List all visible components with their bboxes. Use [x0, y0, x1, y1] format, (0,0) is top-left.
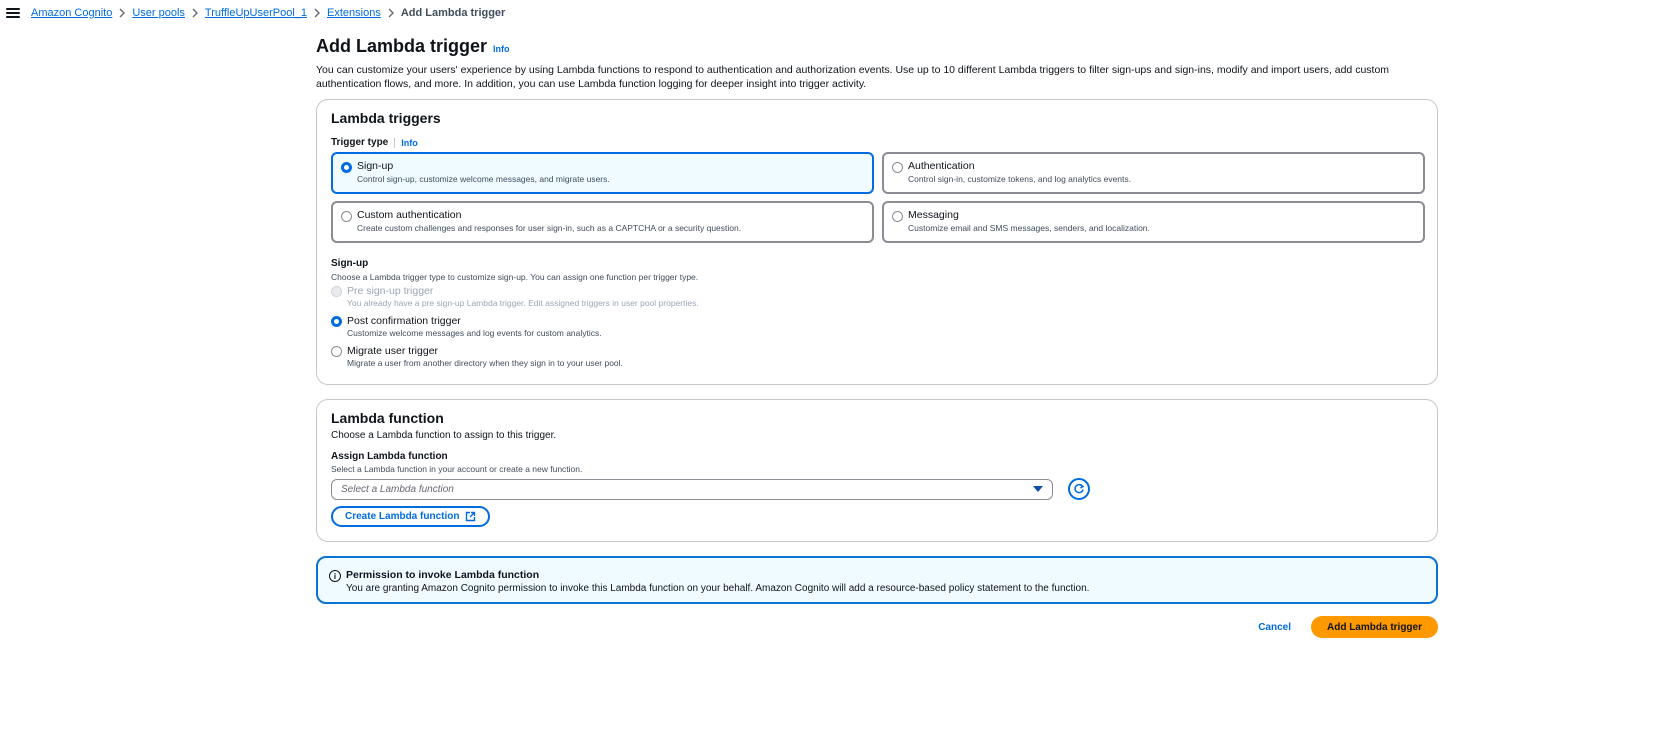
- option-desc: Migrate a user from another directory when they sign in to your user pool.: [347, 358, 623, 368]
- page-title: Add Lambda trigger: [316, 36, 488, 56]
- form-actions: [1258, 616, 1438, 638]
- main-content: [316, 36, 1438, 633]
- lambda-triggers-panel: [316, 99, 1438, 385]
- tile-label: Sign-up: [357, 160, 394, 172]
- cancel-button[interactable]: Cancel: [1258, 621, 1291, 633]
- top-bar: [0, 0, 1680, 26]
- divider: [394, 138, 395, 148]
- tile-label: Authentication: [908, 160, 975, 172]
- trigger-type-info-link[interactable]: Info: [401, 137, 418, 148]
- chevron-right-icon: [185, 8, 205, 18]
- select-placeholder: Select a Lambda function: [341, 484, 454, 495]
- info-circle-icon: i: [329, 570, 341, 582]
- radio-pre-sign-up: [331, 286, 342, 297]
- breadcrumb-item-extensions[interactable]: Extensions: [327, 7, 381, 19]
- refresh-button[interactable]: [1068, 478, 1090, 500]
- breadcrumb-current: Add Lambda trigger: [400, 7, 506, 19]
- tile-label: Custom authentication: [357, 209, 462, 221]
- tile-messaging[interactable]: [882, 201, 1425, 243]
- lambda-function-panel: [316, 399, 1438, 542]
- chevron-right-icon: [381, 8, 401, 18]
- radio-migrate-user[interactable]: [331, 346, 342, 357]
- option-label: Post confirmation trigger: [347, 315, 461, 327]
- option-desc: You already have a pre sign-up Lambda trigger. Edit assigned triggers in user pool properties.: [347, 298, 699, 308]
- chevron-right-icon: [112, 8, 132, 18]
- alert-title: Permission to invoke Lambda function: [346, 569, 540, 581]
- alert-text: You are granting Amazon Cognito permission to invoke this Lambda function on your behalf. Amazon Cognito will add a resource-based policy statement to the function.: [346, 583, 1090, 594]
- option-desc: Customize welcome messages and log events for custom analytics.: [347, 328, 602, 338]
- permission-alert: [316, 556, 1438, 604]
- caret-down-icon: [1033, 486, 1043, 492]
- signup-label: Sign-up: [331, 258, 369, 269]
- lambda-triggers-heading: Lambda triggers: [331, 110, 441, 126]
- option-label: Migrate user trigger: [347, 345, 439, 357]
- lambda-function-heading: Lambda function: [331, 410, 444, 426]
- chevron-right-icon: [307, 8, 327, 18]
- tile-custom-authentication[interactable]: [331, 201, 874, 243]
- trigger-type-label-text: Trigger type: [331, 137, 389, 148]
- lambda-function-select[interactable]: [331, 479, 1053, 500]
- breadcrumb-item-user-pool[interactable]: TruffleUpUserPool_1: [204, 7, 308, 19]
- page-info-link[interactable]: Info: [493, 44, 510, 54]
- breadcrumb-item-amazon-cognito[interactable]: Amazon Cognito: [31, 7, 113, 19]
- external-link-icon: [465, 511, 476, 522]
- radio-post-confirmation[interactable]: [331, 316, 342, 327]
- create-lambda-function-label: Create Lambda function: [345, 511, 460, 522]
- tile-desc: Customize email and SMS messages, senders, and localization.: [908, 223, 1150, 233]
- page-header: [316, 36, 1438, 57]
- breadcrumb: [31, 7, 505, 19]
- radio-authentication[interactable]: [892, 162, 903, 173]
- lambda-function-subheading: Choose a Lambda function to assign to this trigger.: [331, 430, 557, 441]
- tile-desc: Control sign-up, customize welcome messages, and migrate users.: [357, 174, 610, 184]
- signup-desc: Choose a Lambda trigger type to customize sign-up. You can assign one function per trigger type.: [331, 272, 699, 282]
- assign-lambda-desc: Select a Lambda function in your account or create a new function.: [331, 464, 583, 474]
- tile-desc: Create custom challenges and responses for user sign-in, such as a CAPTCHA or a security question.: [357, 223, 742, 233]
- trigger-type-label: [331, 137, 418, 148]
- tile-label: Messaging: [908, 209, 959, 221]
- refresh-icon: [1073, 483, 1085, 495]
- option-label: Pre sign-up trigger: [347, 285, 434, 297]
- radio-messaging[interactable]: [892, 211, 903, 222]
- tile-authentication[interactable]: [882, 152, 1425, 194]
- create-lambda-function-button[interactable]: [331, 506, 490, 527]
- radio-custom-authentication[interactable]: [341, 211, 352, 222]
- assign-lambda-label: Assign Lambda function: [331, 451, 448, 462]
- radio-sign-up[interactable]: [341, 162, 352, 173]
- breadcrumb-item-user-pools[interactable]: User pools: [132, 7, 185, 19]
- add-lambda-trigger-button[interactable]: Add Lambda trigger: [1311, 616, 1438, 638]
- page-description: You can customize your users' experience by using Lambda functions to respond to authentication and authorization events. Use up to 10 different Lambda triggers to filter sign-ups and sign-ins, modify and import users, add custom authentication flows, and more. In addition, you can use Lambda function logging for deeper insight into trigger activity.: [316, 64, 1390, 90]
- tile-sign-up[interactable]: [331, 152, 874, 194]
- menu-icon[interactable]: [6, 6, 20, 20]
- tile-desc: Control sign-in, customize tokens, and log analytics events.: [908, 174, 1132, 184]
